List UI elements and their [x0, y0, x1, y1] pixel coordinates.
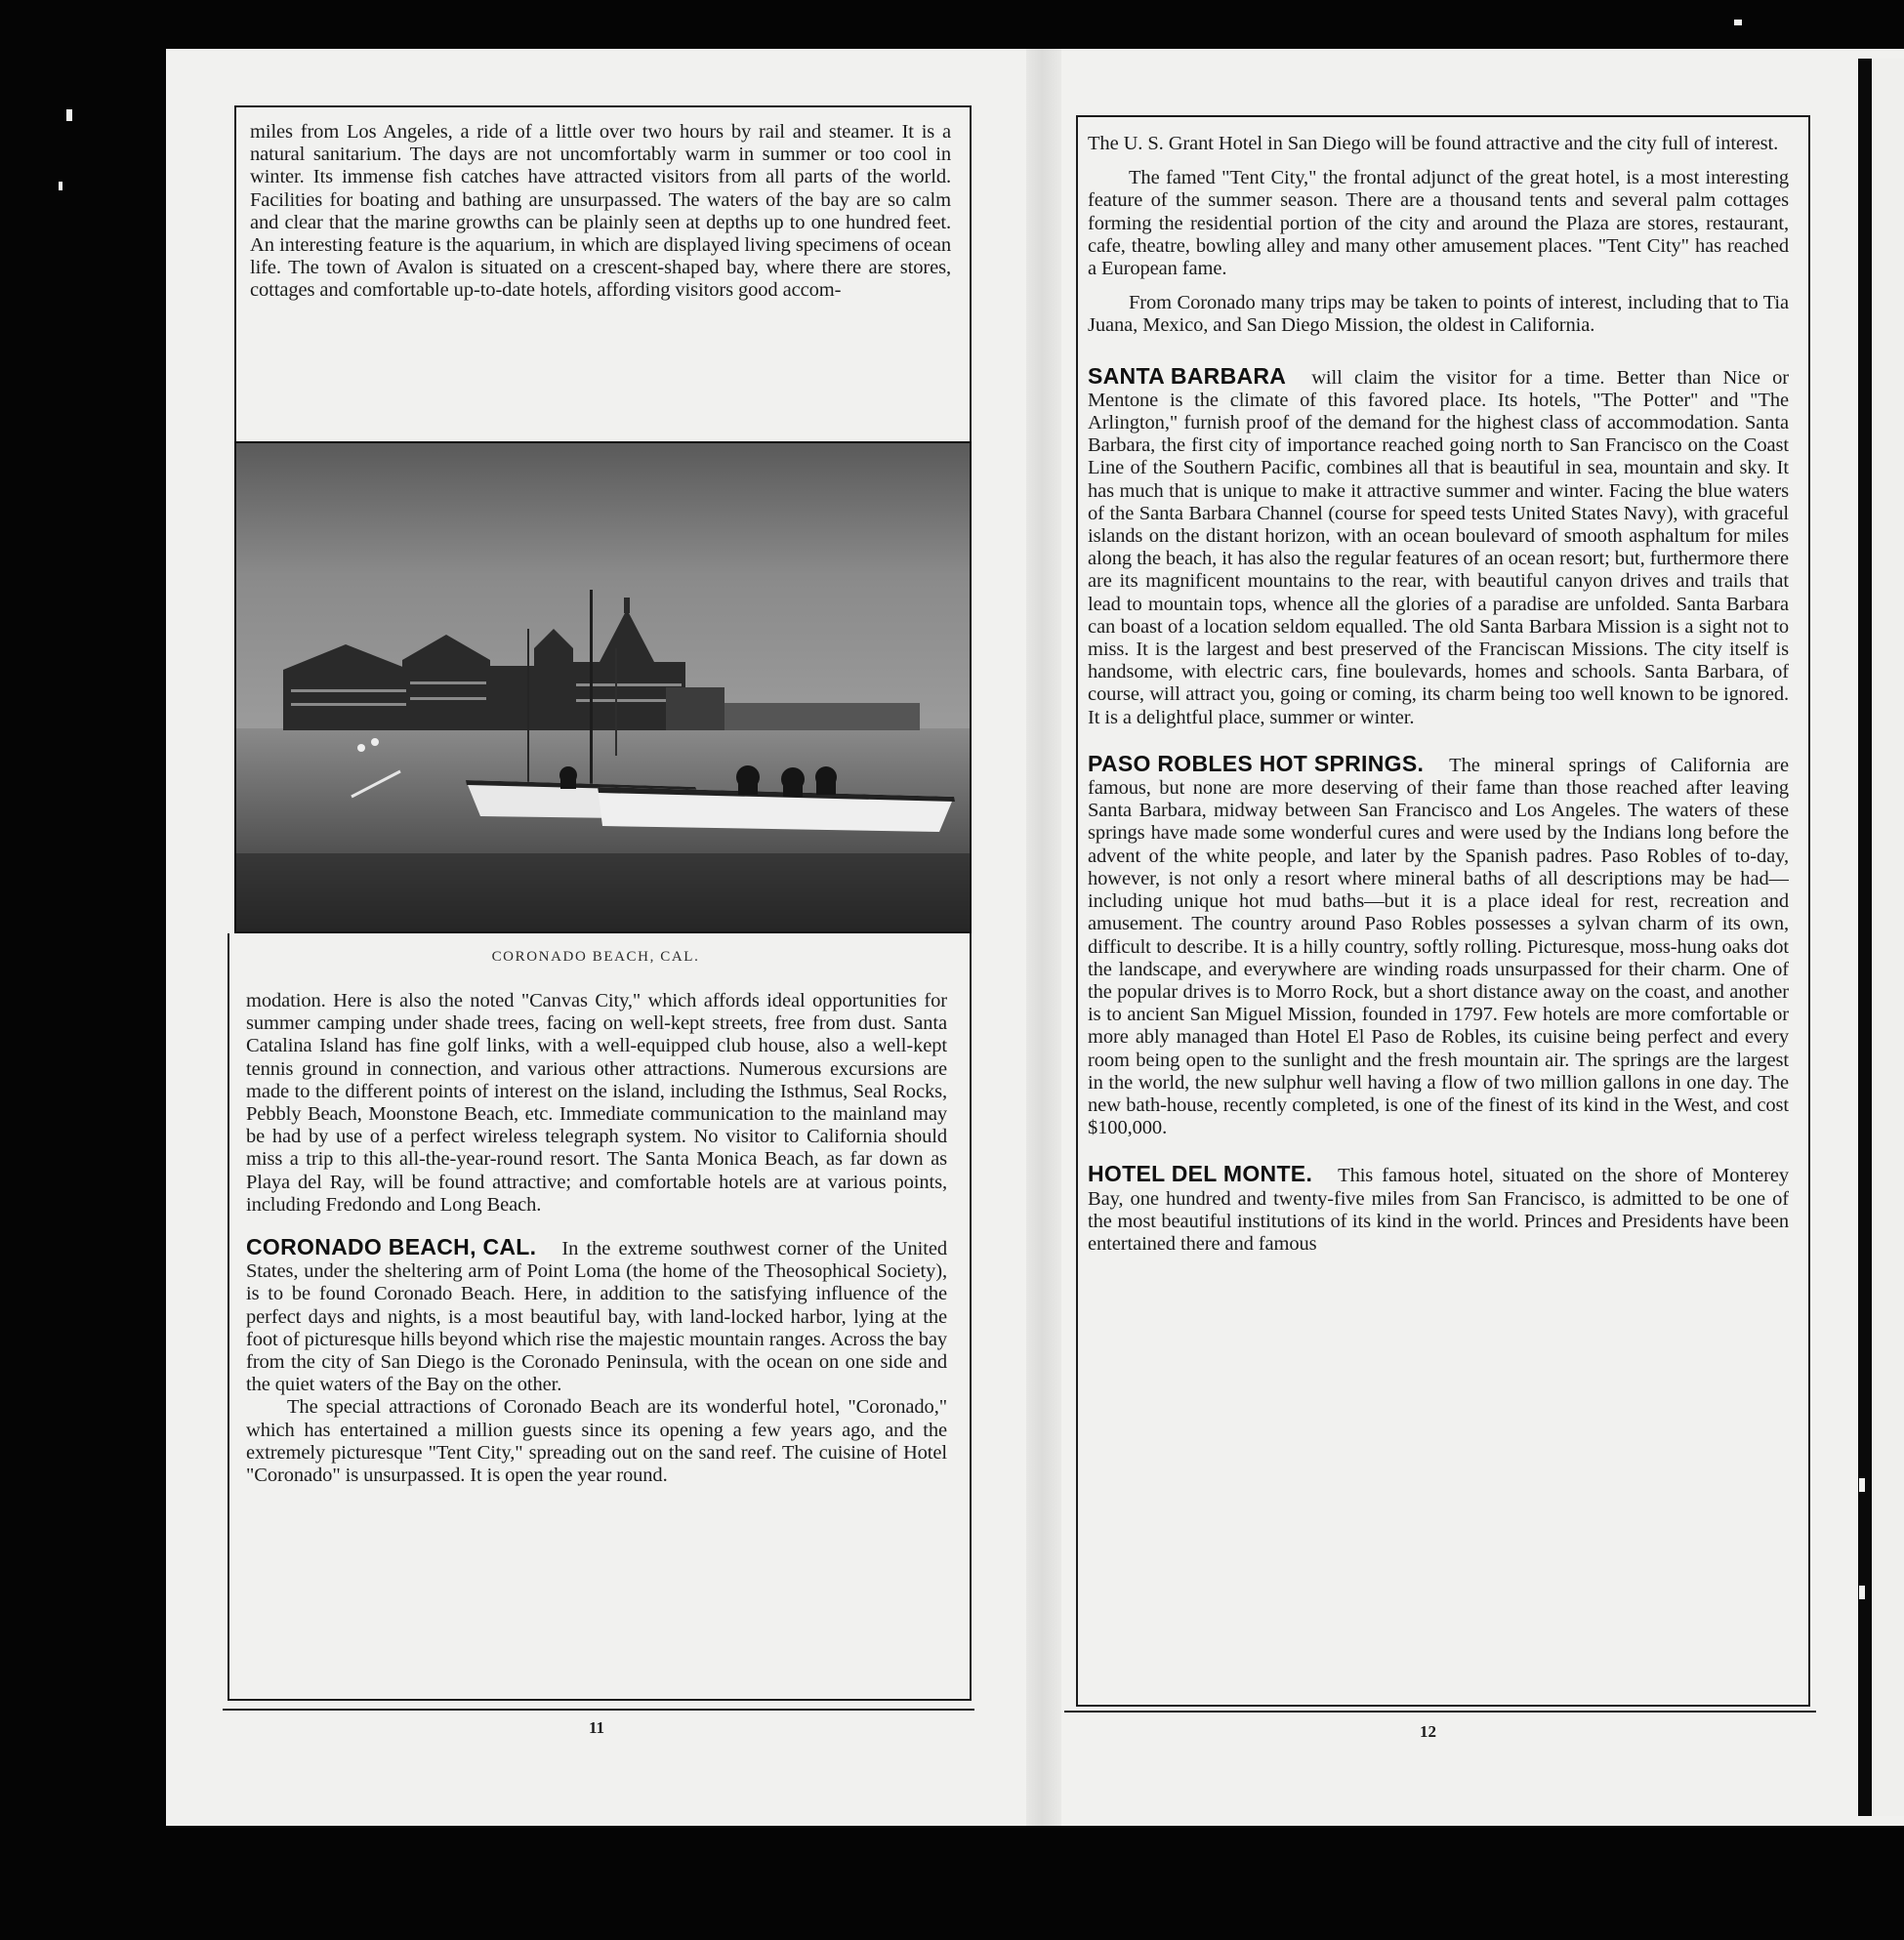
film-speck	[1734, 20, 1742, 25]
page-fold-shadow	[1858, 59, 1872, 1816]
del-monte-heading: HOTEL DEL MONTE.	[1088, 1161, 1313, 1187]
coronado-hotel-image	[236, 443, 970, 931]
coronado-attractions-paragraph: The special attractions of Coronado Beach are its wonderful hotel, "Coronado," which has entertained a million guests since its opening a few years ago, and the extremely picturesque "Tent City," spreading out on the sand reef. The cuisine of Hotel "Coronado" is unsurpassed. It is open the year round.	[246, 1396, 947, 1487]
film-speck	[1859, 1586, 1865, 1599]
catalina-continued-paragraph: miles from Los Angeles, a ride of a little over two hours by rail and steamer. It is a natural sanitarium. The days are not uncomfortably warm in summer or too cool in winter. Its immense fish catches have attracted visitors from all parts of the world. Facilities for boating and bathing are unsurpassed. The waters of the bay are so calm and clear that the marine growths can be plainly seen at depths up to one hundred feet. An interesting feature is the aquarium, in which are displayed living specimens of ocean life. The town of Avalon is situated on a crescent-shaped bay, where there are stores, cottages and comfortable up-to-date hotels, affording visitors good accom-	[250, 121, 951, 302]
photo-caption: CORONADO BEACH, CAL.	[491, 949, 700, 965]
canvas-city-paragraph: modation. Here is also the noted "Canvas City," which affords ideal opportunities for summer camping under shade trees, facing on well-kept streets, free from dust. Santa Catalina Island has fine golf links, with a well-equipped club house, also a well-kept tennis ground in connection, and various other attractions. Numerous excursions are made to the different points of interest on the island, including the Isthmus, Seal Rocks, Pebbly Beach, Moonstone Beach, etc. Immediate communication to the mainland may be had by use of a perfect wireless telegraph system. No visitor to California should miss a trip to this all-the-year-round resort. The Santa Monica Beach, as far down as Playa del Ray, will be found attractive; and comfortable hotels are at various points, including Fredondo and Long Beach.	[246, 990, 947, 1216]
santa-barbara-paragraph: will claim the visitor for a time. Better than Nice or Mentone is the climate of this favored place. Its hotels, "The Potter" and "The Arlington," furnish proof of the demand for the highest class of accommodation. Santa Barbara, the first city of importance reached going north to San Francisco on the Coast Line of the Southern Pacific, combines all that is beautiful in sea, mountain and sky. It has much that is unique to make it attractive summer and winter. Facing the blue waters of the Santa Barbara Channel (course for speed tests United States Navy), with graceful islands on the distant horizon, with an ocean boulevard of smooth asphaltum for miles along the beach, it has also the regular features of an ocean resort; but, furthermore there are its magnificent mountains to the rear, with beautiful canyon drives and trails that lead to mountain tops, whence all the glories of a paradise are unfolded. Santa Barbara can boast of a location seldom equalled. The old Santa Barbara Mission is a sight not to miss. It is the largest and best preserved of the Franciscan Missions. The city itself is handsome, with electric cars, fine boulevards, homes and schools. Santa Barbara, of course, will attract you, going or coming, its charm being too well known to be ignored. It is a delightful place, summer or winter.	[1088, 366, 1789, 728]
left-bottom-text-block	[246, 990, 947, 1693]
left-top-text-block	[250, 121, 951, 383]
right-text-block	[1088, 133, 1789, 1695]
coronado-trips-paragraph: From Coronado many trips may be taken to points of interest, including that to Tia Juana, Mexico, and San Diego Mission, the oldest in California.	[1088, 292, 1789, 337]
del-monte-paragraph: This famous hotel, situated on the shore of Monterey Bay, one hundred and twenty-five miles from San Francisco, is admitted to be one of the most beautiful institutions of its kind in the world. Princes and Presidents have been entertained there and famous	[1088, 1165, 1789, 1255]
film-speck	[66, 109, 72, 121]
page-number-left: 11	[589, 1718, 605, 1737]
coronado-beach-paragraph: In the extreme southwest corner of the United States, under the sheltering arm of Point Loma (the home of the Theosophical Society), is to be found Coronado Beach. Here, in addition to the satisfying influence of the perfect days and nights, is a most beautiful bay, with land-locked harbor, lying at the foot of picturesque hills beyond which rise the majestic mountain ranges. Across the bay from the city of San Diego is the Coronado Peninsula, with the ocean on one side and the quiet waters of the Bay on the other.	[246, 1238, 947, 1396]
film-speck	[1859, 1478, 1865, 1492]
left-footer-rule	[223, 1709, 974, 1711]
right-footer-rule	[1064, 1711, 1816, 1713]
film-speck	[59, 182, 62, 190]
grant-hotel-paragraph: The U. S. Grant Hotel in San Diego will be found attractive and the city full of interest.	[1088, 133, 1779, 154]
paso-robles-paragraph: The mineral springs of California are famous, but none are more deserving of their fame than those reached after leaving Santa Barbara, midway between San Francisco and Los Angeles. The waters of these springs have made some wonderful cures and were used by the Indians long before the advent of the white people, and later by the Spanish padres. Paso Robles of to-day, however, is not only a resort where mineral baths of all descriptions may be had—including unique hot mud baths—but it is a place ideal for rest, recreation and amusement. The country around Paso Robles possesses a sylvan charm of its own, difficult to describe. It is a hilly country, softly rolling. Picturesque, moss-hung oaks dot the landscape, and everywhere are winding roads unsurpassed for their charm. One of the popular drives is to Morro Rock, but a short distance away on the coast, and another is to ancient San Miguel Mission, founded in 1797. Few hotels are more comfortable or more ably managed than Hotel El Paso de Robles, its cuisine being perfect and every room being open to the sunlight and the fresh mountain air. The springs are the largest in the world, the new sulphur well having a flow of two million gallons in one day. The new bath-house, recently completed, is one of the finest of its kind in the West, and cost $100,000.	[1088, 754, 1789, 1139]
santa-barbara-section	[1088, 362, 1789, 729]
next-page-edge	[1872, 59, 1904, 1816]
santa-barbara-heading: SANTA BARBARA	[1088, 362, 1287, 389]
book-gutter	[1026, 49, 1061, 1826]
tent-city-paragraph: The famed "Tent City," the frontal adjunct of the great hotel, is a most interesting feature of the summer season. There are a thousand tents and several palm cottages forming the residential portion of the city and around the Plaza are stores, restaurant, cafe, theatre, bowling alley and many other amusement places. "Tent City" has reached a European fame.	[1088, 167, 1789, 280]
coronado-beach-heading: CORONADO BEACH, CAL.	[246, 1234, 537, 1260]
paso-robles-section	[1088, 750, 1789, 1139]
del-monte-section	[1088, 1161, 1789, 1256]
coronado-beach-photo	[234, 441, 972, 933]
paso-robles-heading: PASO ROBLES HOT SPRINGS.	[1088, 750, 1425, 776]
page-number-right: 12	[1420, 1722, 1436, 1741]
coronado-section	[246, 1234, 947, 1396]
